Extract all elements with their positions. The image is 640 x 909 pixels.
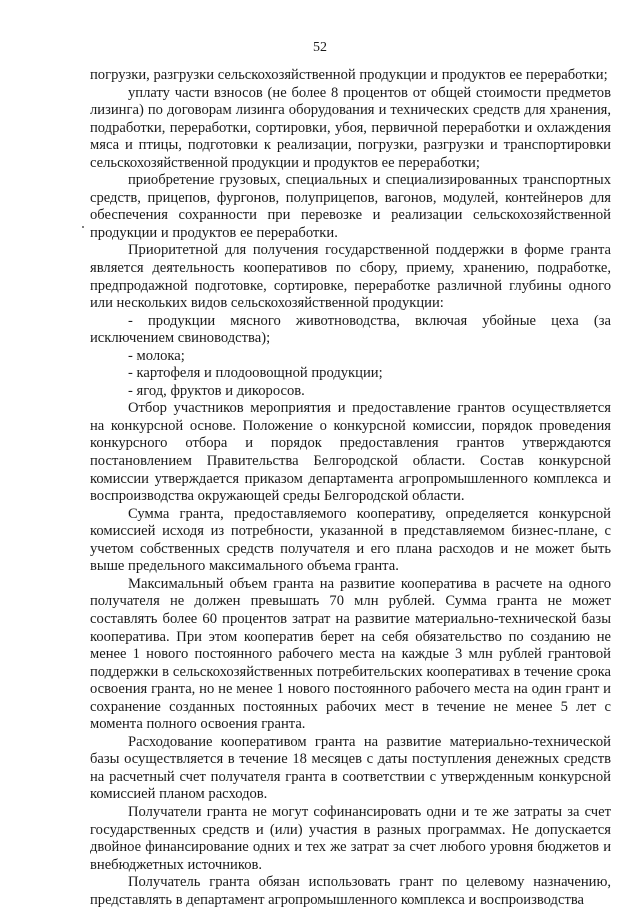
page-number: 52 (313, 40, 327, 55)
paragraph-grant-amount: Сумма гранта, предоставляемого кооперативу, определяется конкурсной комиссией исходя из потребности, указанной в представляемом бизнес-плане, с учетом собственных средств получателя и его плана расходов и не может быть выше предельного максимального объема гранта. (90, 505, 611, 575)
paragraph-leasing: уплату части взносов (не более 8 процентов от общей стоимости предметов лизинга) по договорам лизинга оборудования и технических средств для хранения, подработки, переработки, сортировки, убоя, первичной переработки и охлаждения мяса и птицы, подготовки к реализации, погрузки, разгрузки и транспортировки сельскохозяйственной продукции и продуктов ее переработки; (90, 84, 611, 171)
paragraph-selection: Отбор участников мероприятия и предоставление грантов осуществляется на конкурсной основе. Положение о конкурсной комиссии, порядок проведения конкурсного отбора и порядок предоставления грантов утверждаются постановлением Правительства Белгородской области. Состав конкурсной комиссии утверждается приказом департамента агропромышленного комплекса и воспроизводства окружающей среды Белгородской области. (90, 400, 611, 505)
paragraph-obligations: Получатель гранта обязан использовать грант по целевому назначению, представлять в департамент агропромышленного комплекса и воспроизводства (90, 874, 611, 908)
priority-list (90, 313, 611, 401)
paragraph-priority: Приоритетной для получения государственной поддержки в форме гранта является деятельность кооперативов по сбору, приему, хранению, подработке, предпродажной подготовке, сортировке, переработке различной глубины одного или нескольких видов сельскохозяйственной продукции: (90, 242, 611, 312)
list-item: - продукции мясного животноводства, включая убойные цеха (за исключением свиноводства); (90, 312, 611, 347)
list-item: - картофеля и плодоовощной продукции; (128, 365, 383, 382)
paragraph-continuation: погрузки, разгрузки сельскохозяйственной продукции и продуктов ее переработки; (90, 67, 608, 83)
scan-speck (82, 226, 84, 228)
paragraph-transport: приобретение грузовых, специальных и специализированных транспортных средств, прицепов, фургонов, полуприцепов, вагонов, модулей, контейнеров для обеспечения сохранности при перевозке и реализации сельскохозяйственной продукции и продуктов ее переработки. (90, 172, 611, 241)
paragraph-cofinancing: Получатели гранта не могут софинансировать одни и те же затраты за счет государственных средств и (или) участия в разных программах. Не допускается двойное финансирование одних и тех же затрат за счет любого уровня бюджетов и внебюджетных источников. (90, 803, 611, 873)
page-body (90, 67, 611, 909)
list-item: - молока; (128, 347, 185, 364)
paragraph-max-grant: Максимальный объем гранта на развитие кооператива в расчете на одного получателя не должен превышать 70 млн рублей. Сумма гранта не может составлять более 60 процентов затрат на развитие материально-технической базы кооператива. При этом кооператив берет на себя обязательство по созданию не менее 1 нового постоянного рабочего места на каждые 3 млн рублей грантовой поддержки в сельскохозяйственных потребительских кооперативах в течение срока освоения гранта, но не менее 1 нового постоянного рабочего места на один грант и сохранение созданных постоянных рабочих мест в течение не менее 5 лет с момента полного освоения гранта. (90, 575, 611, 733)
paragraph-spending: Расходование кооперативом гранта на развитие материально-технической базы осуществляется в течение 18 месяцев с даты поступления денежных средств на расчетный счет получателя гранта в соответствии с утвержденным конкурсной комиссией планом расходов. (90, 733, 611, 803)
list-item: - ягод, фруктов и дикоросов. (128, 382, 305, 399)
